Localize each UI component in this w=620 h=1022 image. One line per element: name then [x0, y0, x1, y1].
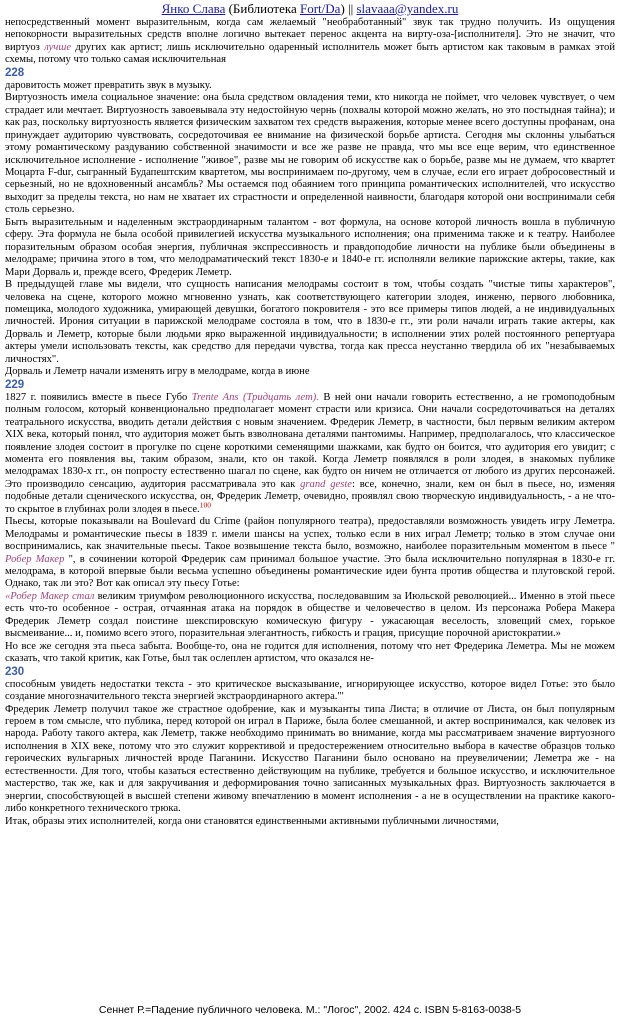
paragraph: В предыдущей главе мы видели, что сущность написания мелодрамы состоит в том, чтобы создать "чистые типы характеров", человека на сцене, которого можно мгновенно узнать, как соответствующего категории злодея, инженю, первого любовника, помещика, молодого художника, умирающей девушки, богатого покровителя - это все примеры типов людей, а не индивидуальных личностей. Ирония ситуации в парижской мелодраме состояла в том, что в 1830-е гг., эти роли начали играть такие актеры, как Дорваль и Леметр, которые были людьми ярко выраженной индивидуальности; в исполнении этих ролей постоянного репертуара актеры умели использовать тексты, как средство для передачи чувства, тогда как пресса неустанно твердила об их "незабываемых личностях". — [5, 279, 615, 365]
paragraph: Дорваль и Леметр начали изменять игру в мелодраме, когда в июне — [5, 366, 310, 378]
italic-title: Робер Макер — [5, 553, 65, 565]
page-header — [5, 0, 615, 17]
page-number-229: 229 — [5, 378, 25, 391]
italic-term: лучше — [44, 41, 72, 53]
page-number-230: 230 — [5, 665, 25, 678]
page-footer: Сеннет Р.=Падение публичного человека. М.: "Логос", 2002. 424 с. ISBN 5-8163-0038-5 — [98, 1004, 522, 1016]
paragraph: непосредственный момент выразительным, когда сам желаемый "необработанный" звук так трудно получить. Из ощущения непокорности выразительных средств вполне логично вытекает перенос акцента на вирту-оза-[исполнителя]. Это не значит, что виртуоз лучше других как артист; лишь исключительно одаренный исполнитель может быть артистом как таковым в рамках этой схемы, потому что только самая исключительная — [5, 17, 616, 66]
email-link[interactable]: slavaaa@yandex.ru — [356, 1, 459, 16]
footnote-marker[interactable]: 100 — [199, 500, 211, 510]
italic-title: Trente Ans (Тридцать лет). — [191, 391, 319, 403]
paragraph: способным увидеть недостатки текста - это критическое высказывание, игнорирующее искусство, которое видел Готье: это было создание многозначительного текста энергией экстраординарного актера."' — [5, 678, 615, 703]
paragraph: Но все же сегодня эта пьеса забыта. Вообще-то, она не годится для исполнения, потому что нет Фредерика Леметра. Мы не можем сказать, что такой критик, как Готье, был так ослеплен артистом, что оказался не- — [5, 640, 615, 665]
library-link[interactable]: Fort/Da — [300, 1, 341, 16]
body-text — [5, 17, 615, 828]
paragraph: Пьесы, которые показывали на Boulevard du Crime (район популярного театра), предоставляли возможность увидеть игру Леметра. Мелодрамы и романтические пьесы в 1839 г. имели шансы на успех, только если в них играл Леметр; только в этом случае они воспринимались, как значительные пьесы. Такое возвышение текста было, возможно, наиболее поразительным моментом в пьесе " Робер Макер ", в сочинении которой Фредерик сам принимал большое участие. Это была исключительно популярная в 1830-е гг. мелодрама, в которой впервые были весьма успешно объединены романтические идеи бунта против общества и плутовской герой. Однако, так ли это? Вот как описал эту пьесу Готье: — [5, 516, 615, 590]
page-number-228: 228 — [5, 66, 25, 79]
paragraph: Быть выразительным и наделенным экстраординарным талантом - вот формула, на основе которой личность вошла в публичную сферу. Эта формула не была особой привилегией искусства музыкального исполнения; она применима также и к театру. Наиболее поразительным образом особая энергия, публичная экспрессивность и правдоподобие личности на публике были объединены в мелодраме; причина этого в том, что мелодраматический текст 1830-е и 1840-е гг. исполняли великие парижские актеры, такие, как Мари Дорваль и, прежде всего, Фредерик Леметр. — [5, 216, 615, 278]
paragraph: Фредерик Леметр получил такое же страстное одобрение, как и музыканты типа Листа; в отличие от Листа, он был популярным героем в том смысле, что публика, перед которой он играл в Париже, была более смешанной, и актер воспринимался, как человек из народа. Работу такого актера, как Леметр, также необходимо принимать во внимание, когда мы рассматриваем значение виртуозного исполнения в XIX веке, потому что это служит коррективой и предостережением относительно выбора в качестве образцов только героических вульгарных личностей вроде Паганини. Искусство Паганини было основано на преувеличении; Леметра же - на естественности. Для того, чтобы казаться естественно действующим на публике, требуется и большое искусство, и исключительное мастерство, так же, как и для закручивания и деформирования точно записанных музыкальных фраз. Виртуозность заключается в энергии, способствующей в высшей степени живому впечатлению в момент исполнения - а не в осуществлении на практике какого-либо конкретного технического трюка. — [5, 703, 615, 815]
author-link[interactable]: Янко Слава — [161, 1, 226, 16]
library-suffix: ) || — [340, 1, 357, 16]
italic-term: grand geste — [300, 478, 352, 490]
library-prefix: (Библиотека — [225, 1, 300, 16]
italic-quote-start: «Робер Макер стал — [5, 590, 95, 602]
paragraph: 1827 г. появились вместе в пьесе Губо Trente Ans (Тридцать лет). В ней они начали говорить естественно, а не громоподобным полным голосом, который конвенционально предполагает момент страсти или кризиса. Они начали сосредоточиваться на деталях театрального искусства, вводить детали действия с новым значением. Фредерик Леметр, в частности, был первым великим актером XIX века, который понял, что аудитория может быть взволнована деталями пантомимы. Например, предполагалось, что классическое появление злодея состоит в прогулке по сцене короткими семенящими шажками, как будто он боится, что аудитория его увидит; с момента его появления вы, таким образом, знали, кто он такой. Когда Леметр появлялся в роли злодея, в знакомых публике мелодрамах 1830-х гг., он попросту естественно шагал по сцене, как будто он ничем не отличается от любого из других персонажей. Это производило сенсацию, аудитория рассматривала это как grand geste: все, конечно, знали, кем он был в пьесе, но, изменяя подобные детали сценического искусства, он, Фредерик Леметр, очевидно, проявлял свою творческую индивидуальность, - а не что-то скрытое в глубинах роли злодея в пьесе.$^{100}$ — [5, 391, 615, 515]
paragraph: Виртуозность имела социальное значение: она была средством овладения теми, кто никогда не поймет, что человек чувствует, о чем страдает или мечтает. Виртуозность завоевывала эту недостойную чернь (похвалы которой можно желать, но это постыдная тайна); и как раз, поскольку виртуозность является физическим захватом тех средств выражения, которые менее всего доступны профанам, она принуждает аудиторию чувствовать, сосредоточивая ее внимание на физической борьбе артиста. Сегодня мы склонны улыбаться этому романтическому раздуванию собственной значимости и все же разве не правда, что мы все еще верим, что единственное исключительное исполнение - исполнение "живое", разве мы не говорим об искусстве как о борьбе, разве мы не думаем, что квартет Моцарта F-dur, сыгранный Будапештским квартетом, мы воспринимаем по-другому, чем в случае, если его играет добросовестный и серьезный, но не вдохновенный ансамбль? Мы остаемся под обаянием того принципа романтических исполнителей, что искусство выходит за пределы текста, но нам не хватает их страстности и определенной наивности, благодаря которой они воспринимали себя столь серьезно. — [5, 92, 615, 216]
quote-paragraph: «Робер Макер стал великим триумфом революционного искусства, последовавшим за Июльской революцией... Именно в этой пьесе есть что-то особенное - острая, отчаянная атака на порядок в обществе и человечество в целом. Из персонажа Робера Макера Фредерик Леметр создал поистине шекспировскую комическую фигуру - ужасающая веселость, зловещий смех, горькое высмеивание... и, помимо всего этого, поразительная элегантность, гибкость и грация, присущие порочной аристократии.» — [5, 590, 615, 640]
paragraph: даровитость может превратить звук в музыку. — [5, 79, 212, 91]
paragraph: Итак, образы этих исполнителей, когда они становятся единственными активными публичными личностями, — [5, 815, 499, 827]
